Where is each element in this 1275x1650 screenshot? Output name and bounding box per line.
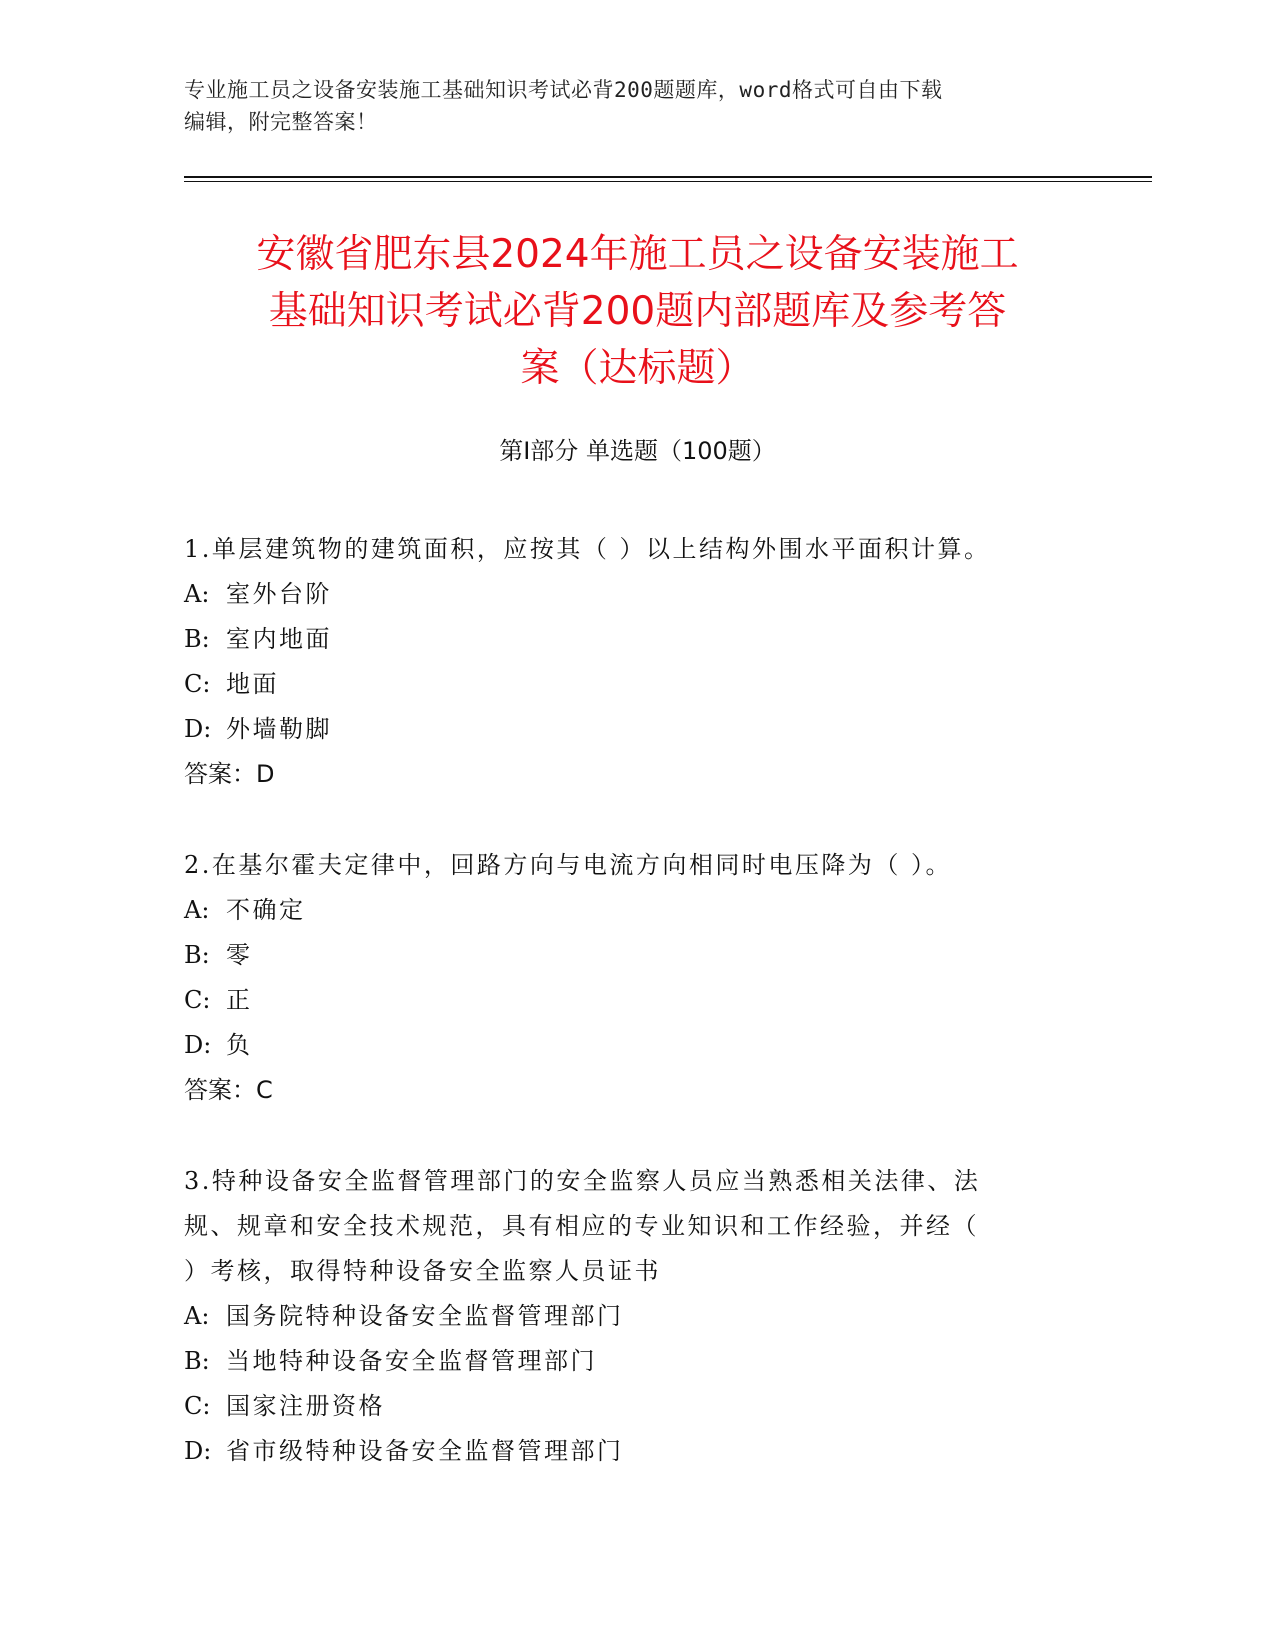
answer-line: 答案：D — [184, 760, 275, 788]
document-title — [150, 226, 1125, 397]
option-key: B: — [184, 1347, 210, 1375]
header-divider-thin — [184, 181, 1152, 182]
question-2 — [184, 843, 1064, 1113]
option-key: D: — [184, 1031, 212, 1059]
option-text: 室内地面 — [226, 625, 332, 653]
option-d — [184, 1023, 1064, 1068]
section-title: 第Ⅰ部分 单选题（100题） — [499, 437, 776, 465]
header-note — [184, 74, 1064, 138]
title-line: 安徽省肥东县2024年施工员之设备安装施工 — [256, 232, 1019, 277]
option-text: 地面 — [226, 670, 279, 698]
option-text: 室外台阶 — [226, 580, 332, 608]
option-text: 不确定 — [226, 896, 306, 924]
option-text: 国务院特种设备安全监督管理部门 — [226, 1302, 624, 1330]
option-text: 负 — [226, 1031, 253, 1059]
option-c — [184, 1384, 1064, 1429]
question-stem-line: 规、规章和安全技术规范，具有相应的专业知识和工作经验，并经（ — [184, 1212, 979, 1240]
option-key: C: — [184, 1392, 211, 1420]
option-d — [184, 1429, 1064, 1474]
question-stem-line: ）考核，取得特种设备安全监察人员证书 — [184, 1257, 661, 1285]
option-b — [184, 617, 1064, 662]
option-text: 外墙勒脚 — [226, 715, 332, 743]
option-key: A: — [184, 896, 210, 924]
option-key: C: — [184, 670, 211, 698]
header-note-line: 编辑，附完整答案！ — [184, 110, 378, 134]
question-stem: 2.在基尔霍夫定律中，回路方向与电流方向相同时电压降为（ ）。 — [184, 851, 953, 879]
title-line: 基础知识考试必背200题内部题库及参考答 — [268, 289, 1007, 334]
option-a — [184, 888, 1064, 933]
header-note-line: 专业施工员之设备安装施工基础知识考试必背200题题库，word格式可自由下载 — [184, 78, 943, 102]
option-c — [184, 978, 1064, 1023]
question-1 — [184, 527, 1064, 797]
option-key: D: — [184, 1437, 212, 1465]
option-text: 当地特种设备安全监督管理部门 — [226, 1347, 597, 1375]
option-key: B: — [184, 941, 210, 969]
option-b — [184, 933, 1064, 978]
answer-line: 答案：C — [184, 1076, 273, 1104]
option-c — [184, 662, 1064, 707]
question-3 — [184, 1159, 1064, 1474]
option-key: C: — [184, 986, 211, 1014]
option-d — [184, 707, 1064, 752]
option-key: A: — [184, 580, 210, 608]
option-text: 国家注册资格 — [226, 1392, 385, 1420]
option-a — [184, 572, 1064, 617]
option-key: A: — [184, 1302, 210, 1330]
header-divider-thick — [184, 176, 1152, 178]
question-stem-line: 3.特种设备安全监督管理部门的安全监察人员应当熟悉相关法律、法 — [184, 1167, 981, 1195]
option-a — [184, 1294, 1064, 1339]
option-key: B: — [184, 625, 210, 653]
option-text: 正 — [226, 986, 253, 1014]
option-key: D: — [184, 715, 212, 743]
title-line: 案（达标题） — [520, 346, 755, 391]
option-b — [184, 1339, 1064, 1384]
question-stem: 1.单层建筑物的建筑面积，应按其（ ）以上结构外围水平面积计算。 — [184, 535, 991, 563]
option-text: 省市级特种设备安全监督管理部门 — [226, 1437, 624, 1465]
question-list — [184, 527, 1064, 1520]
option-text: 零 — [226, 941, 253, 969]
